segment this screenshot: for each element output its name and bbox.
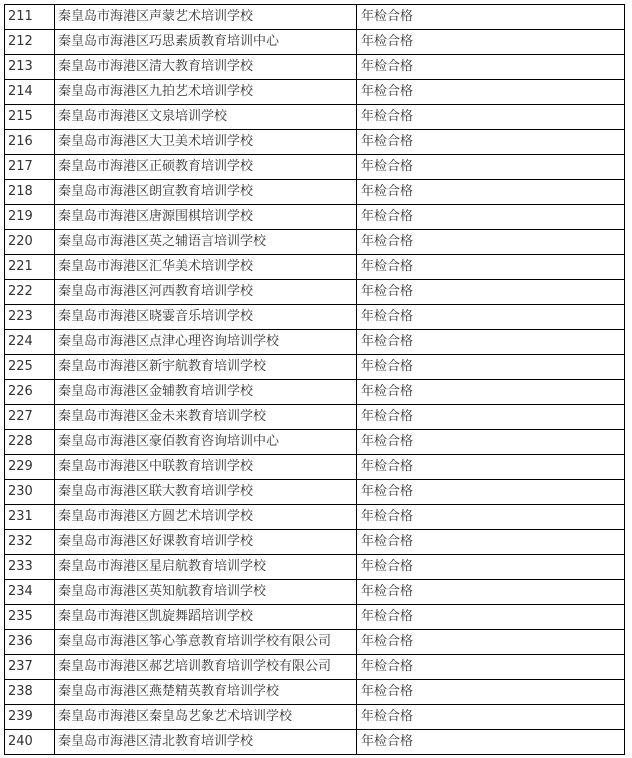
table-row <box>5 430 625 455</box>
row-number: 233 <box>5 555 55 580</box>
row-number: 238 <box>5 680 55 705</box>
inspection-status: 年检合格 <box>357 530 625 555</box>
table-row <box>5 505 625 530</box>
row-number: 230 <box>5 480 55 505</box>
school-name: 秦皇岛市海港区英知航教育培训学校 <box>55 580 357 605</box>
inspection-status: 年检合格 <box>357 230 625 255</box>
table-row <box>5 730 625 755</box>
school-name: 秦皇岛市海港区朗宣教育培训学校 <box>55 180 357 205</box>
table-row <box>5 230 625 255</box>
row-number: 213 <box>5 55 55 80</box>
school-list-table-container <box>4 4 624 755</box>
school-name: 秦皇岛市海港区新宇航教育培训学校 <box>55 355 357 380</box>
inspection-status: 年检合格 <box>357 480 625 505</box>
table-row <box>5 480 625 505</box>
table-row <box>5 55 625 80</box>
row-number: 236 <box>5 630 55 655</box>
table-row <box>5 630 625 655</box>
table-row <box>5 105 625 130</box>
table-row <box>5 305 625 330</box>
table-row <box>5 255 625 280</box>
table-row <box>5 280 625 305</box>
inspection-status: 年检合格 <box>357 55 625 80</box>
table-row <box>5 205 625 230</box>
table-body <box>5 5 625 755</box>
school-name: 秦皇岛市海港区秦皇岛艺象艺术培训学校 <box>55 705 357 730</box>
table-row <box>5 330 625 355</box>
row-number: 240 <box>5 730 55 755</box>
school-name: 秦皇岛市海港区凯旋舞蹈培训学校 <box>55 605 357 630</box>
table-row <box>5 530 625 555</box>
school-name: 秦皇岛市海港区英之辅语言培训学校 <box>55 230 357 255</box>
inspection-status: 年检合格 <box>357 730 625 755</box>
row-number: 231 <box>5 505 55 530</box>
row-number: 212 <box>5 30 55 55</box>
school-name: 秦皇岛市海港区筝心筝意教育培训学校有限公司 <box>55 630 357 655</box>
table-row <box>5 180 625 205</box>
row-number: 215 <box>5 105 55 130</box>
school-name: 秦皇岛市海港区中联教育培训学校 <box>55 455 357 480</box>
inspection-status: 年检合格 <box>357 330 625 355</box>
table-row <box>5 705 625 730</box>
row-number: 228 <box>5 430 55 455</box>
inspection-status: 年检合格 <box>357 580 625 605</box>
table-row <box>5 405 625 430</box>
table-row <box>5 5 625 30</box>
table-row <box>5 155 625 180</box>
school-name: 秦皇岛市海港区巧思素质教育培训中心 <box>55 30 357 55</box>
table-row <box>5 555 625 580</box>
school-name: 秦皇岛市海港区唐源围棋培训学校 <box>55 205 357 230</box>
row-number: 234 <box>5 580 55 605</box>
row-number: 224 <box>5 330 55 355</box>
row-number: 239 <box>5 705 55 730</box>
school-name: 秦皇岛市海港区清大教育培训学校 <box>55 55 357 80</box>
row-number: 216 <box>5 130 55 155</box>
inspection-status: 年检合格 <box>357 80 625 105</box>
school-name: 秦皇岛市海港区郝艺培训教育培训学校有限公司 <box>55 655 357 680</box>
inspection-status: 年检合格 <box>357 655 625 680</box>
inspection-status: 年检合格 <box>357 680 625 705</box>
inspection-status: 年检合格 <box>357 30 625 55</box>
table-row <box>5 355 625 380</box>
row-number: 225 <box>5 355 55 380</box>
inspection-status: 年检合格 <box>357 505 625 530</box>
school-name: 秦皇岛市海港区文泉培训学校 <box>55 105 357 130</box>
row-number: 237 <box>5 655 55 680</box>
school-name: 秦皇岛市海港区星启航教育培训学校 <box>55 555 357 580</box>
school-name: 秦皇岛市海港区清北教育培训学校 <box>55 730 357 755</box>
row-number: 235 <box>5 605 55 630</box>
row-number: 220 <box>5 230 55 255</box>
inspection-status: 年检合格 <box>357 555 625 580</box>
row-number: 229 <box>5 455 55 480</box>
table-row <box>5 680 625 705</box>
table-row <box>5 130 625 155</box>
row-number: 211 <box>5 5 55 30</box>
table-row <box>5 30 625 55</box>
school-name: 秦皇岛市海港区正硕教育培训学校 <box>55 155 357 180</box>
inspection-status: 年检合格 <box>357 430 625 455</box>
inspection-status: 年检合格 <box>357 630 625 655</box>
inspection-status: 年检合格 <box>357 405 625 430</box>
school-name: 秦皇岛市海港区燕楚精英教育培训学校 <box>55 680 357 705</box>
inspection-status: 年检合格 <box>357 380 625 405</box>
school-name: 秦皇岛市海港区金辅教育培训学校 <box>55 380 357 405</box>
row-number: 223 <box>5 305 55 330</box>
inspection-status: 年检合格 <box>357 130 625 155</box>
row-number: 218 <box>5 180 55 205</box>
school-name: 秦皇岛市海港区晓霎音乐培训学校 <box>55 305 357 330</box>
inspection-status: 年检合格 <box>357 280 625 305</box>
school-name: 秦皇岛市海港区汇华美术培训学校 <box>55 255 357 280</box>
inspection-status: 年检合格 <box>357 105 625 130</box>
table-row <box>5 80 625 105</box>
row-number: 232 <box>5 530 55 555</box>
inspection-status: 年检合格 <box>357 155 625 180</box>
row-number: 214 <box>5 80 55 105</box>
table-row <box>5 580 625 605</box>
row-number: 219 <box>5 205 55 230</box>
school-name: 秦皇岛市海港区联大教育培训学校 <box>55 480 357 505</box>
row-number: 221 <box>5 255 55 280</box>
row-number: 226 <box>5 380 55 405</box>
row-number: 227 <box>5 405 55 430</box>
inspection-status: 年检合格 <box>357 255 625 280</box>
school-name: 秦皇岛市海港区方圆艺术培训学校 <box>55 505 357 530</box>
inspection-status: 年检合格 <box>357 355 625 380</box>
inspection-status: 年检合格 <box>357 705 625 730</box>
inspection-status: 年检合格 <box>357 180 625 205</box>
inspection-status: 年检合格 <box>357 205 625 230</box>
school-name: 秦皇岛市海港区点津心理咨询培训学校 <box>55 330 357 355</box>
school-list-table <box>4 4 625 755</box>
school-name: 秦皇岛市海港区声蒙艺术培训学校 <box>55 5 357 30</box>
school-name: 秦皇岛市海港区好课教育培训学校 <box>55 530 357 555</box>
row-number: 217 <box>5 155 55 180</box>
row-number: 222 <box>5 280 55 305</box>
table-row <box>5 455 625 480</box>
table-row <box>5 380 625 405</box>
inspection-status: 年检合格 <box>357 605 625 630</box>
school-name: 秦皇岛市海港区豪佰教育咨询培训中心 <box>55 430 357 455</box>
school-name: 秦皇岛市海港区九拍艺术培训学校 <box>55 80 357 105</box>
school-name: 秦皇岛市海港区大卫美术培训学校 <box>55 130 357 155</box>
table-row <box>5 655 625 680</box>
school-name: 秦皇岛市海港区河西教育培训学校 <box>55 280 357 305</box>
school-name: 秦皇岛市海港区金未来教育培训学校 <box>55 405 357 430</box>
inspection-status: 年检合格 <box>357 5 625 30</box>
table-row <box>5 605 625 630</box>
inspection-status: 年检合格 <box>357 305 625 330</box>
inspection-status: 年检合格 <box>357 455 625 480</box>
